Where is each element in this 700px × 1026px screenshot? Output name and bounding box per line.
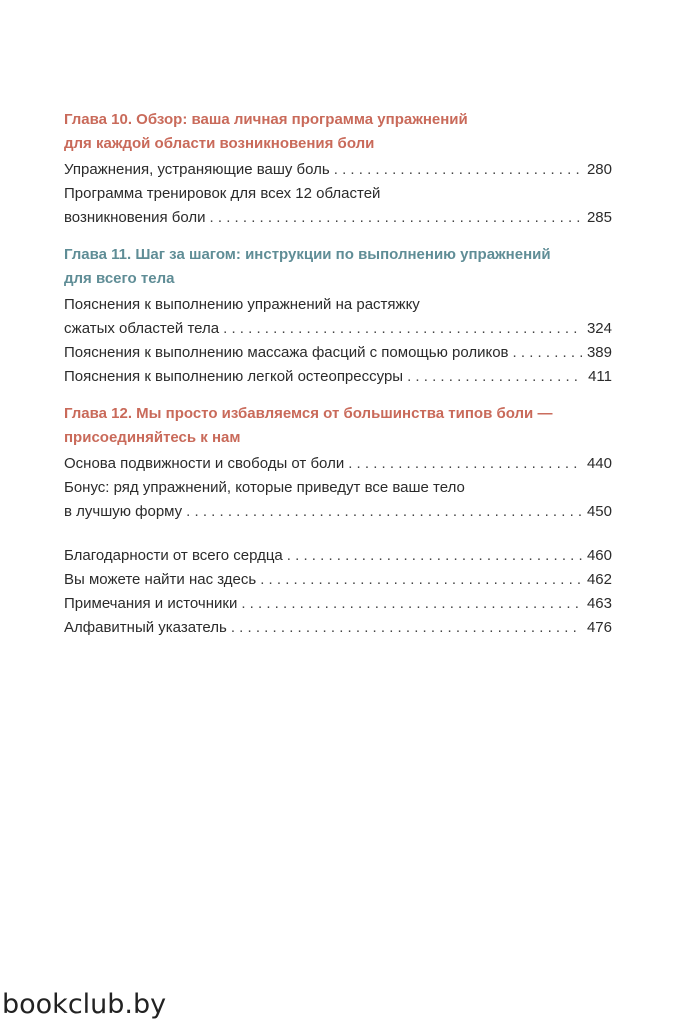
toc-entry-text-line: Пояснения к выполнению упражнений на растяжку [64,296,420,313]
toc-entry-text-line: Бонус: ряд упражнений, которые приведут все ваше тело [64,479,465,496]
toc-entry[interactable] [64,476,612,524]
leader-dots [231,616,582,640]
toc-entry[interactable] [64,293,612,341]
chapter-title-line: для каждой области возникновения боли [64,135,375,152]
chapter-title-line: Глава 12. Мы просто избавляемся от большинства типов боли — [64,405,553,422]
chapter-11 [64,243,612,389]
leader-dots [210,206,582,230]
chapter-title-line: для всего тела [64,270,175,287]
toc-entry[interactable] [64,544,612,568]
table-of-contents [64,108,612,640]
toc-page-number: 285 [586,209,612,226]
chapter-title-line: Глава 11. Шаг за шагом: инструкции по выполнению упражнений [64,246,551,263]
toc-page-number: 411 [588,368,612,385]
toc-entry-text: Упражнения, устраняющие вашу боль [64,161,330,178]
chapter-12-title [64,402,612,450]
toc-entry-text: Алфавитный указатель [64,619,227,636]
toc-page-number: 463 [586,595,612,612]
leader-dots [241,592,582,616]
toc-entry-text: Пояснения к выполнению массажа фасций с помощью роликов [64,344,509,361]
toc-entry-text: Основа подвижности и свободы от боли [64,455,345,472]
toc-entry[interactable] [64,341,612,365]
toc-entry[interactable] [64,568,612,592]
toc-entry-text: Благодарности от всего сердца [64,547,283,564]
watermark: bookclub.by [2,989,167,1020]
leader-dots [407,365,582,389]
chapter-10-title [64,108,612,156]
toc-entry[interactable] [64,592,612,616]
chapter-10 [64,108,612,230]
leader-dots [186,500,582,524]
toc-page-number: 476 [586,619,612,636]
toc-page-number: 460 [586,547,612,564]
toc-entry[interactable] [64,365,612,389]
leader-dots [287,544,582,568]
toc-entry-text-line: Программа тренировок для всех 12 областей [64,185,381,202]
leader-dots [260,568,582,592]
toc-entry-text: Пояснения к выполнению легкой остеопрессуры [64,368,404,385]
toc-page-number: 440 [586,455,612,472]
toc-entry[interactable] [64,452,612,476]
toc-page-number: 280 [586,161,612,178]
leader-dots [334,158,582,182]
toc-entry[interactable] [64,158,612,182]
toc-entry[interactable] [64,616,612,640]
toc-entry-text: возникновения боли [64,209,206,226]
toc-page-number: 324 [586,320,612,337]
leader-dots [348,452,582,476]
chapter-12 [64,402,612,524]
chapter-title-line: присоединяйтесь к нам [64,429,241,446]
chapter-title-line: Глава 10. Обзор: ваша личная программа упражнений [64,111,468,128]
toc-page-number: 389 [586,344,612,361]
toc-entry-text: в лучшую форму [64,503,183,520]
leader-dots [223,317,582,341]
back-matter [64,544,612,640]
chapter-11-title [64,243,612,291]
leader-dots [513,341,582,365]
toc-entry[interactable] [64,182,612,230]
toc-entry-text: Примечания и источники [64,595,238,612]
toc-entry-text: сжатых областей тела [64,320,220,337]
toc-page-number: 462 [586,571,612,588]
toc-entry-text: Вы можете найти нас здесь [64,571,257,588]
toc-page-number: 450 [586,503,612,520]
